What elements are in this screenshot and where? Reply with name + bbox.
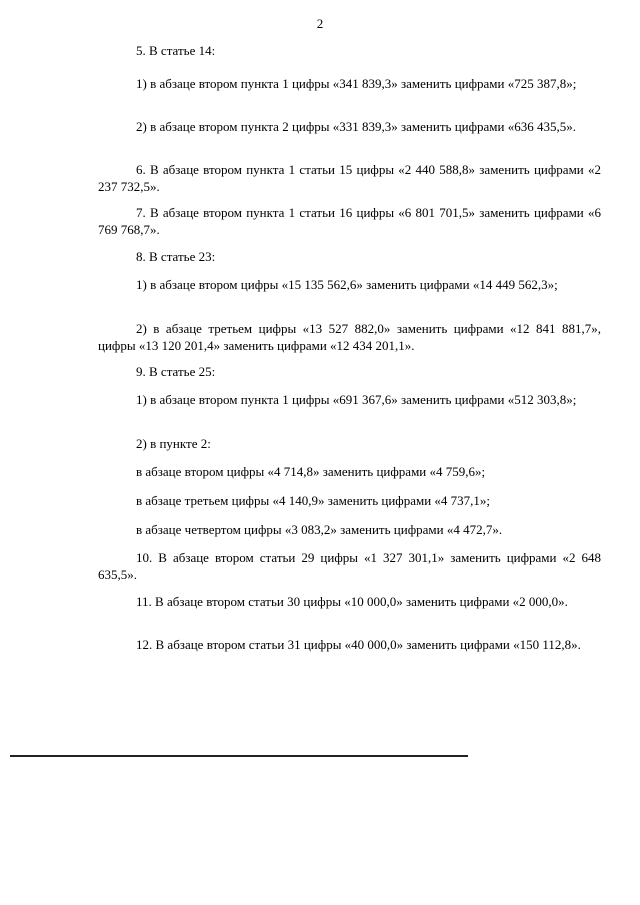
paragraph: 9. В статье 25:	[136, 364, 216, 379]
paragraph: 2) в пункте 2:	[136, 436, 211, 451]
paragraph: 2) в абзаце третьем цифры «13 527 882,0» заменить цифрами «12 841 881,7», цифры «13 120 201,4» заменить цифрами «12 434 201,1».	[98, 321, 601, 353]
paragraph: 10. В абзаце втором статьи 29 цифры «1 327 301,1» заменить цифрами «2 648 635,5».	[98, 550, 601, 582]
paragraph: 12. В абзаце втором статьи 31 цифры «40 000,0» заменить цифрами «150 112,8».	[136, 637, 581, 652]
paragraph: 11. В абзаце втором статьи 30 цифры «10 000,0» заменить цифрами «2 000,0».	[136, 594, 568, 609]
paragraph: 5. В статье 14:	[136, 43, 216, 58]
paragraph: 7. В абзаце втором пункта 1 статьи 16 цифры «6 801 701,5» заменить цифрами «6 769 768,7».	[98, 205, 601, 237]
paragraph: в абзаце третьем цифры «4 140,9» заменить цифрами «4 737,1»;	[136, 493, 491, 508]
page-number: 2	[316, 16, 324, 31]
paragraph: 8. В статье 23:	[136, 249, 216, 264]
paragraph: 1) в абзаце втором цифры «15 135 562,6» заменить цифрами «14 449 562,3»;	[136, 277, 558, 292]
horizontal-rule	[10, 755, 468, 757]
paragraph: 1) в абзаце втором пункта 1 цифры «341 839,3» заменить цифрами «725 387,8»;	[136, 76, 577, 91]
paragraph: в абзаце четвертом цифры «3 083,2» заменить цифрами «4 472,7».	[136, 522, 503, 537]
paragraph: в абзаце втором цифры «4 714,8» заменить цифрами «4 759,6»;	[136, 464, 486, 479]
paragraph: 1) в абзаце втором пункта 1 цифры «691 367,6» заменить цифрами «512 303,8»;	[136, 392, 577, 407]
paragraph: 2) в абзаце втором пункта 2 цифры «331 839,3» заменить цифрами «636 435,5».	[136, 119, 576, 134]
paragraph: 6. В абзаце втором пункта 1 статьи 15 цифры «2 440 588,8» заменить цифрами «2 237 732,5».	[98, 162, 601, 194]
